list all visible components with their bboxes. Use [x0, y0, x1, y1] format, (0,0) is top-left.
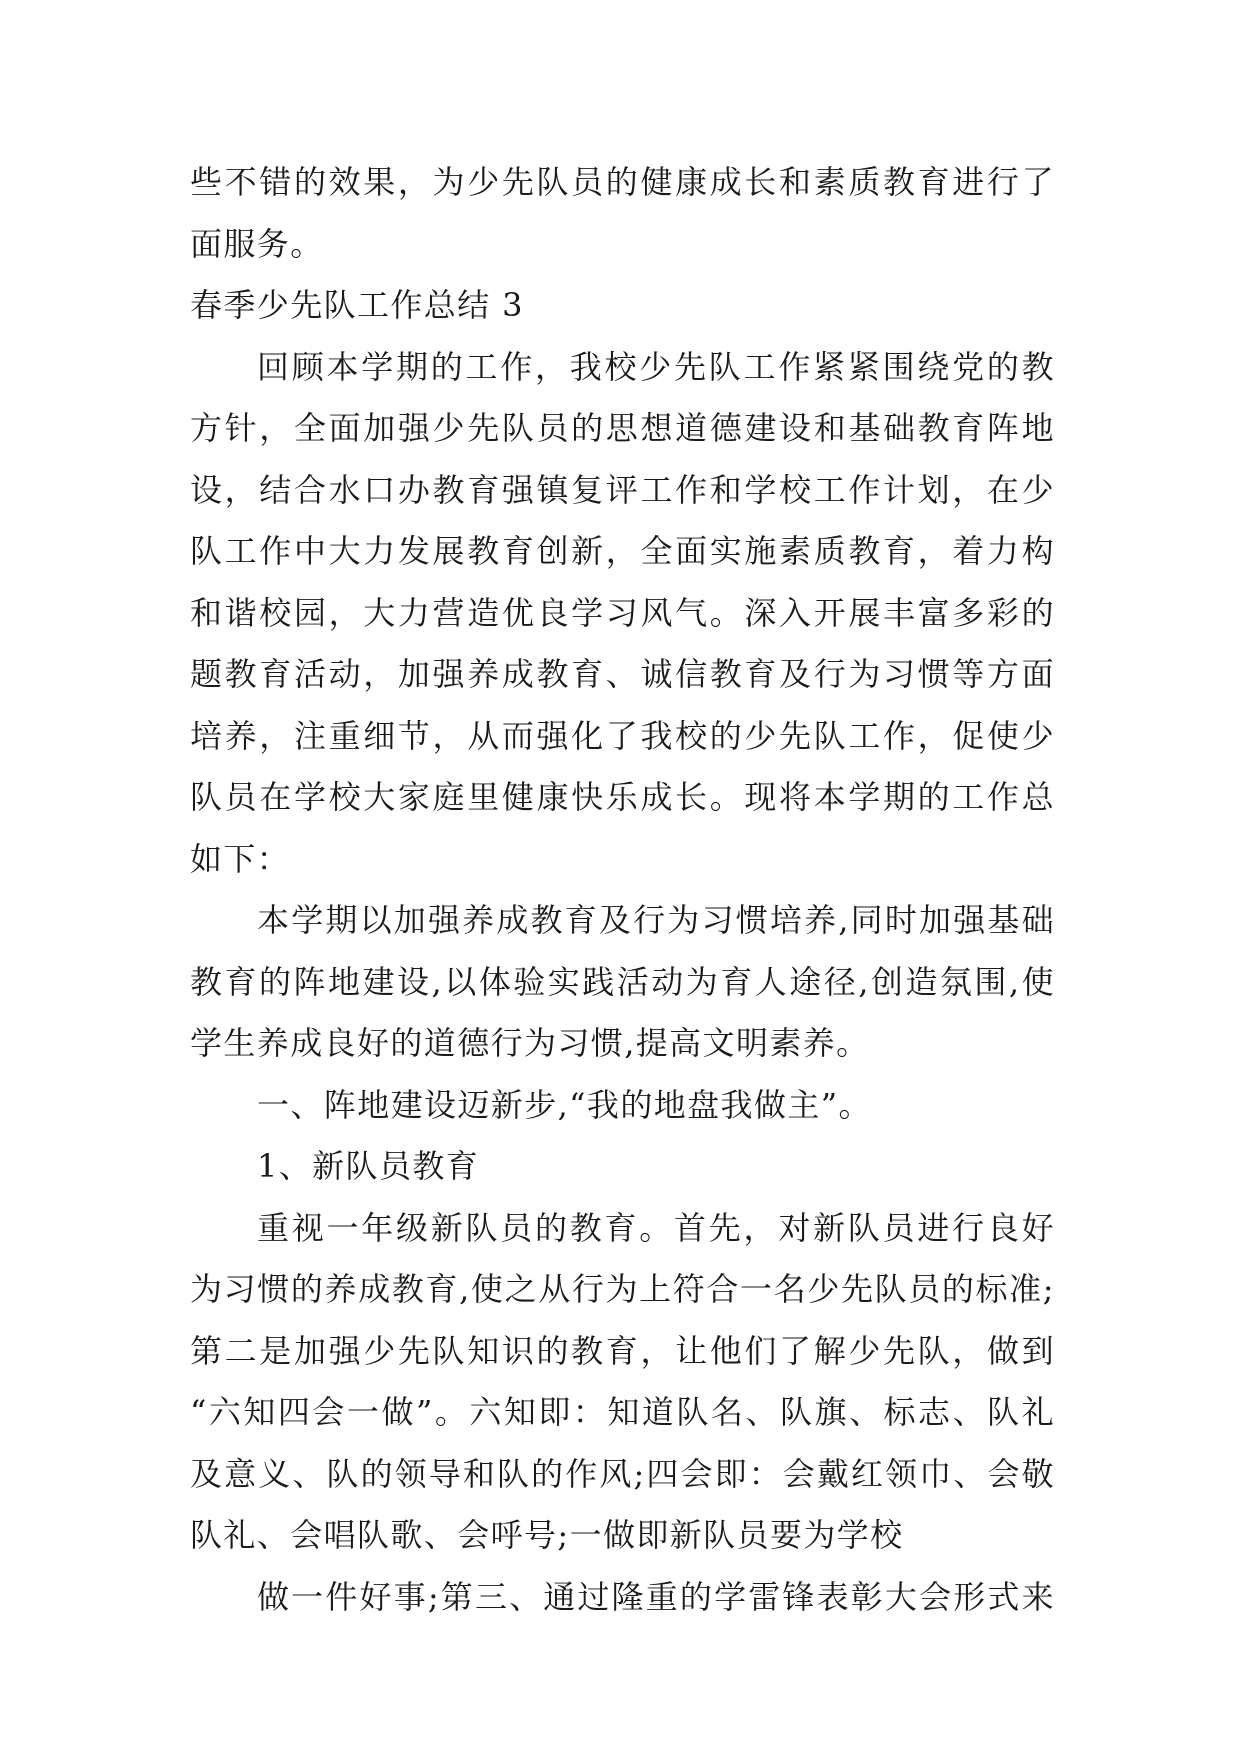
paragraph-line: 做一件好事;第三、通过隆重的学雷锋表彰大会形式来 [257, 1577, 1055, 1616]
paragraph-line: 及意义、队的领导和队的作风;四会即：会戴红领巾、会敬 [190, 1454, 1055, 1493]
paragraph-line: 队工作中大力发展教育创新，全面实施素质教育，着力构 [190, 532, 1055, 570]
paragraph-line: 队员在学校大家庭里健康快乐成长。现将本学期的工作总 [190, 778, 1055, 816]
paragraph-line: 培养，注重细节，从而强化了我校的少先队工作，促使少 [190, 716, 1055, 755]
paragraph-line: 面服务。 [190, 224, 324, 263]
paragraph-line: 和谐校园，大力营造优良学习风气。深入开展丰富多彩的 [190, 593, 1055, 632]
paragraph-line: “六知四会一做”。六知即：知道队名、队旗、标志、队礼 [190, 1393, 1055, 1431]
paragraph-line: 为习惯的养成教育,使之从行为上符合一名少先队员的标准; [190, 1270, 1055, 1308]
paragraph-line: 第二是加强少先队知识的教育，让他们了解少先队，做到 [190, 1331, 1055, 1370]
paragraph-line: 些不错的效果，为少先队员的健康成长和素质教育进行了 [190, 163, 1055, 201]
paragraph-line: 教育的阵地建设,以体验实践活动为育人途径,创造氛围,使 [190, 962, 1055, 1001]
paragraph-line: 重视一年级新队员的教育。首先，对新队员进行良好 [257, 1208, 1055, 1247]
paragraph-line: 本学期以加强养成教育及行为习惯培养,同时加强基础 [257, 901, 1055, 939]
paragraph-line: 队礼、会唱队歌、会呼号;一做即新队员要为学校 [190, 1516, 904, 1554]
paragraph-line: 如下： [190, 839, 291, 878]
paragraph-line: 学生养成良好的道德行为习惯,提高文明素养。 [190, 1024, 870, 1062]
paragraph-line: 设，结合水口办教育强镇复评工作和学校工作计划，在少 [190, 470, 1055, 509]
section-heading: 春季少先队工作总结 3 [190, 286, 524, 324]
paragraph-line: 方针，全面加强少先队员的思想道德建设和基础教育阵地 [190, 409, 1055, 447]
paragraph-line: 1、新队员教育 [257, 1147, 480, 1185]
paragraph-line: 回顾本学期的工作，我校少先队工作紧紧围绕党的教 [257, 347, 1055, 386]
paragraph-line: 题教育活动，加强养成教育、诚信教育及行为习惯等方面 [190, 655, 1055, 693]
paragraph-line: 一、阵地建设迈新步,“我的地盘我做主”。 [257, 1085, 872, 1124]
document-body [190, 152, 1055, 1628]
